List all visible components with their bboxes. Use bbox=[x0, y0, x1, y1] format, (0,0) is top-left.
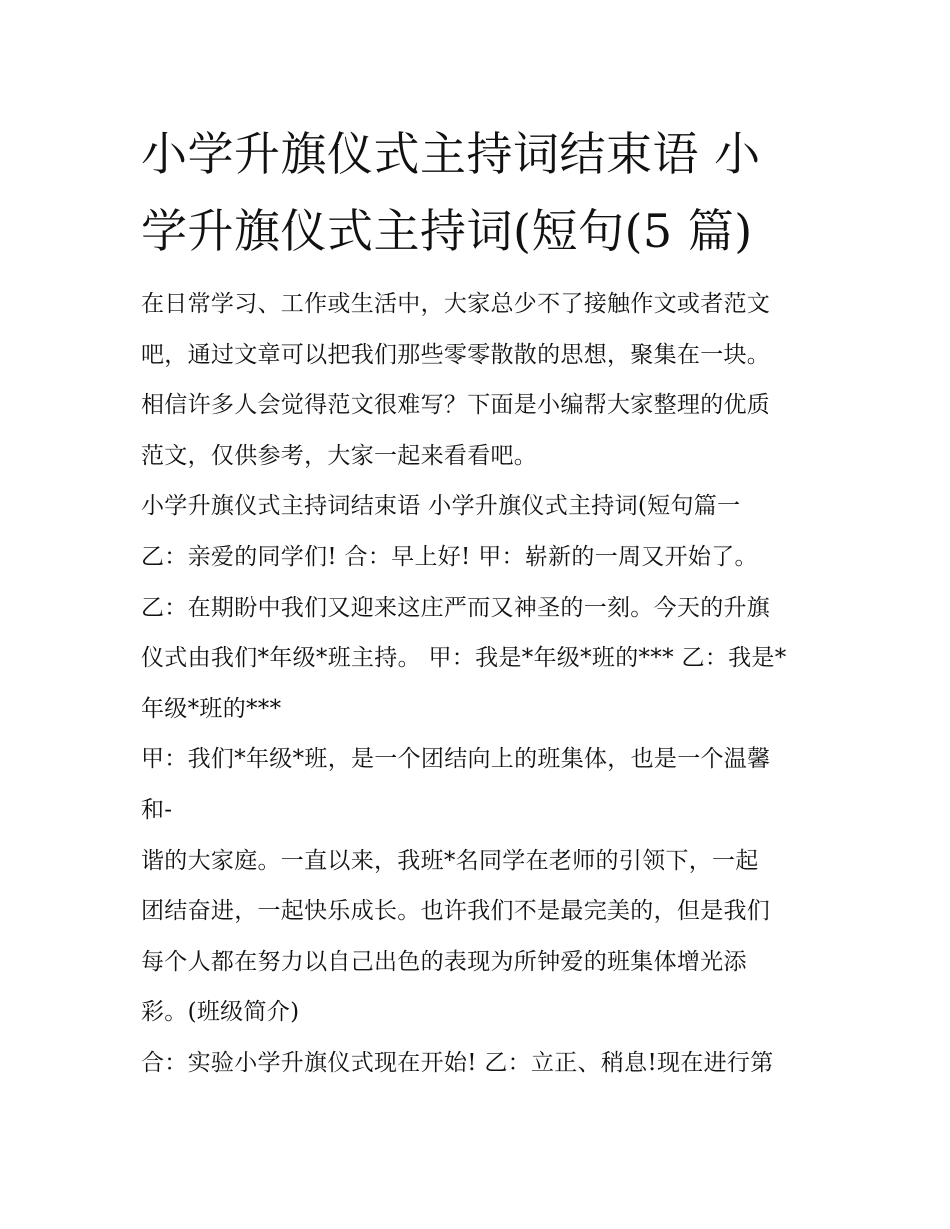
body-line: 团结奋进，一起快乐成长。也许我们不是最完美的，但是我们 bbox=[141, 898, 771, 925]
body-line: 谐的大家庭。一直以来，我班*名同学在老师的引领下，一起 bbox=[141, 847, 759, 874]
body-line: 仪式由我们*年级*班主持。 甲：我是*年级*班的*** 乙：我是* bbox=[141, 645, 787, 672]
body-line: 范文，仅供参考，大家一起来看看吧。 bbox=[141, 442, 538, 469]
body-line: 乙：在期盼中我们又迎来这庄严而又神圣的一刻。今天的升旗 bbox=[141, 594, 771, 621]
document-title bbox=[141, 116, 821, 270]
body-line: 每个人都在努力以自己出色的表现为所钟爱的班集体增光添 bbox=[141, 948, 747, 975]
body-line: 吧，通过文章可以把我们那些零零散散的思想，聚集在一块。 bbox=[141, 341, 771, 368]
document-body bbox=[141, 279, 831, 1089]
body-line: 合：实验小学升旗仪式现在开始! 乙：立正、稍息!现在进行第 bbox=[141, 1049, 774, 1076]
title-line: 学升旗仪式主持词(短句(5 篇) bbox=[141, 204, 753, 258]
title-line: 小学升旗仪式主持词结束语 小 bbox=[141, 127, 761, 181]
body-line: 小学升旗仪式主持词结束语 小学升旗仪式主持词(短句篇一 bbox=[141, 493, 741, 520]
body-line: 相信许多人会觉得范文很难写？下面是小编帮大家整理的优质 bbox=[141, 392, 771, 419]
body-line: 和- bbox=[141, 796, 173, 823]
body-line: 甲：我们*年级*班，是一个团结向上的班集体，也是一个温馨 bbox=[141, 746, 771, 773]
body-line: 年级*班的*** bbox=[141, 695, 282, 722]
body-line: 彩。(班级简介) bbox=[141, 999, 300, 1026]
body-line: 在日常学习、工作或生活中，大家总少不了接触作文或者范文 bbox=[141, 291, 771, 317]
body-line: 乙：亲爱的同学们! 合：早上好! 甲：崭新的一周又开始了。 bbox=[141, 543, 758, 570]
